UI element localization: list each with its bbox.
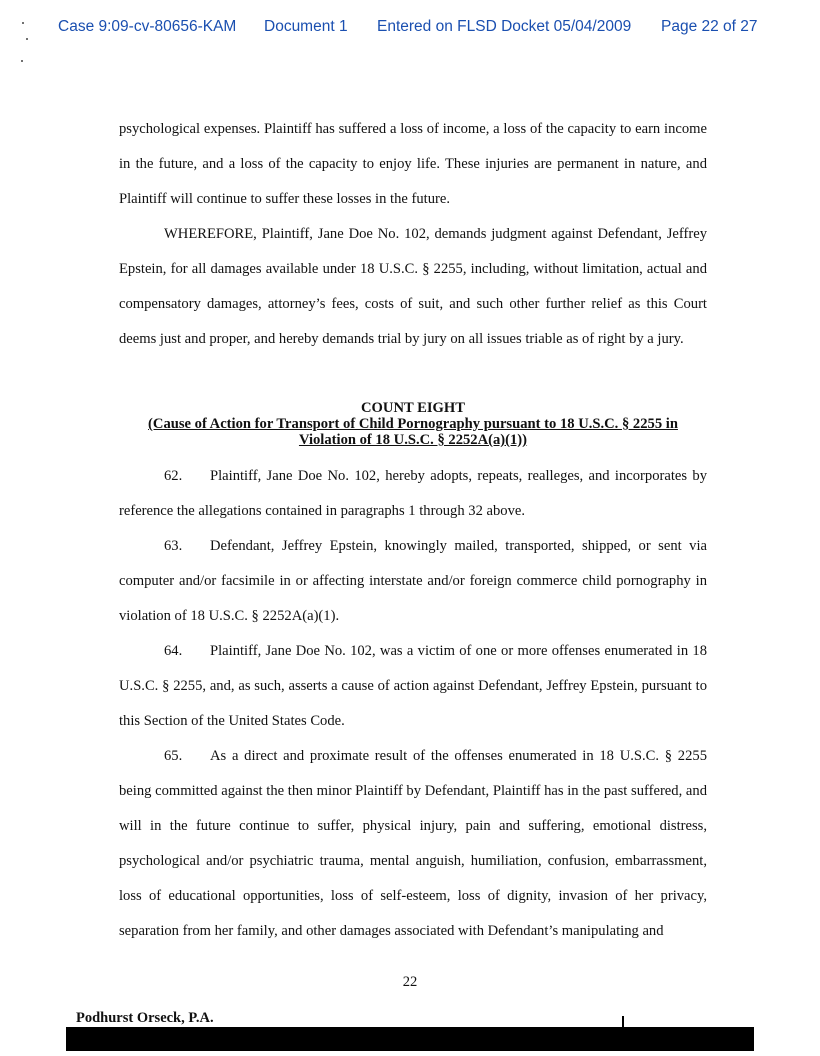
count-subtitle-line2: Violation of 18 U.S.C. § 2252A(a)(1)): [298, 432, 528, 448]
page-number: 22: [402, 974, 418, 990]
paragraph-text: Defendant, Jeffrey Epstein, knowingly mailed, transported, shipped, or sent via computer and/or facsimile in or affecting interstate and/or foreign commerce child pornography in violation of 18 U.S.C. § 2252A(a)(1).: [119, 538, 707, 624]
law-firm-name: Podhurst Orseck, P.A.: [76, 1010, 214, 1026]
paragraph-text: Plaintiff, Jane Doe No. 102, was a victim of one or more offenses enumerated in 18 U.S.C. § 2255, and, as such, asserts a cause of action against Defendant, Jeffrey Epstein, pursuant to this Section of the United States Code.: [119, 643, 707, 729]
footer-bar: [66, 1027, 754, 1051]
docket-entry: Entered on FLSD Docket 05/04/2009: [377, 18, 632, 35]
body-top: [119, 112, 707, 357]
paragraph-number: 62.: [164, 468, 183, 484]
count-title: COUNT EIGHT: [361, 400, 465, 416]
numbered-paragraph: [119, 529, 707, 634]
paragraph-number: 65.: [164, 748, 183, 764]
scan-speck: [21, 60, 23, 62]
paragraph-number: 64.: [164, 643, 183, 659]
count-heading: [119, 400, 707, 448]
paragraph-number: 63.: [164, 538, 183, 554]
document-number: Document 1: [264, 18, 348, 35]
docket-header: [0, 14, 820, 40]
scan-speck: [26, 38, 28, 40]
paragraph-text: As a direct and proximate result of the offenses enumerated in 18 U.S.C. § 2255 being committed against the then minor Plaintiff by Defendant, Plaintiff has in the past suffered, and will in the future continue to suffer, physical injury, pain and suffering, emotional distress, psychological and/or psychiatric trauma, mental anguish, humiliation, confusion, embarrassment, loss of educational opportunities, loss of self-esteem, loss of dignity, invasion of her privacy, separation from her family, and other damages associated with Defendant’s manipulating and: [119, 748, 707, 939]
paragraph-continued: psychological expenses. Plaintiff has suffered a loss of income, a loss of the capacity to earn income in the future, and a loss of the capacity to enjoy life. These injuries are permanent in nature, and Plaintiff will continue to suffer these losses in the future.: [119, 121, 707, 207]
numbered-paragraph: [119, 459, 707, 529]
numbered-paragraph: [119, 739, 707, 949]
paragraph-text: Plaintiff, Jane Doe No. 102, hereby adopts, repeats, realleges, and incorporates by reference the allegations contained in paragraphs 1 through 32 above.: [119, 468, 707, 519]
case-number: Case 9:09-cv-80656-KAM: [58, 18, 237, 35]
page-count: Page 22 of 27: [661, 18, 758, 35]
footer-tick: [622, 1016, 624, 1027]
count-subtitle-line1: (Cause of Action for Transport of Child Pornography pursuant to 18 U.S.C. § 2255 in: [148, 416, 678, 432]
body-numbered: [119, 459, 707, 949]
scan-speck: [22, 22, 24, 24]
wherefore-paragraph: WHEREFORE, Plaintiff, Jane Doe No. 102, demands judgment against Defendant, Jeffrey Epstein, for all damages available under 18 U.S.C. § 2255, including, without limitation, actual and compensatory damages, attorney’s fees, costs of suit, and such other further relief as this Court deems just and proper, and hereby demands trial by jury on all issues triable as of right by a jury.: [119, 226, 707, 347]
numbered-paragraph: [119, 634, 707, 739]
